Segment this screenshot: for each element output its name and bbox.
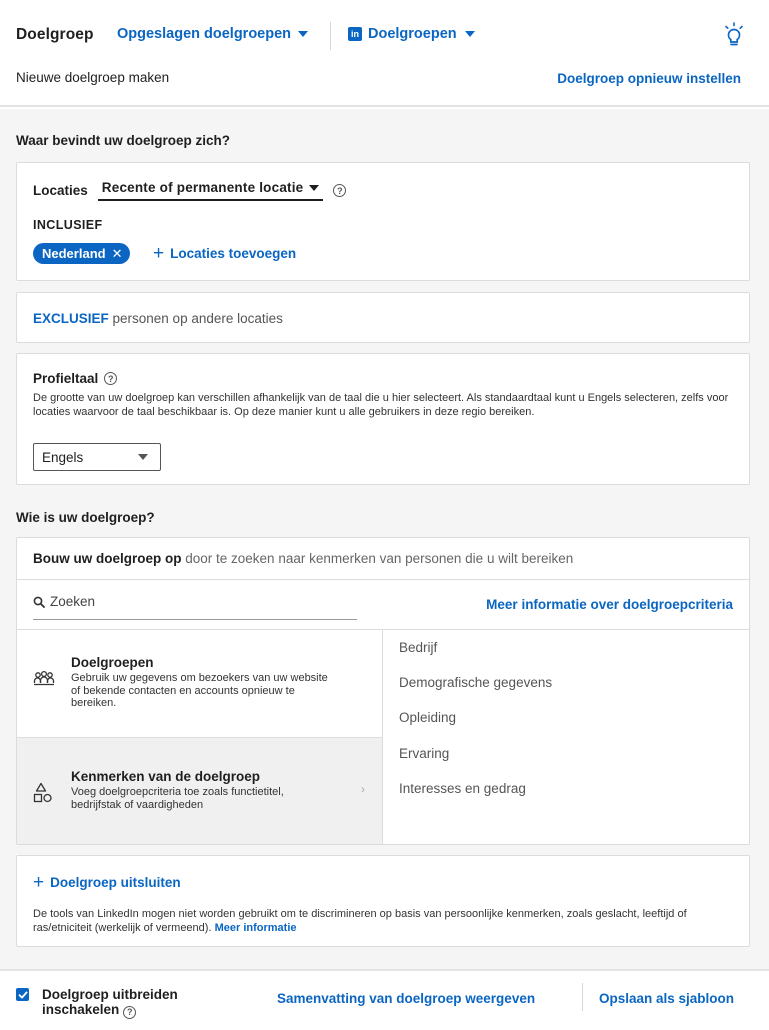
profile-language-description: De grootte van uw doelgroep kan verschillen afhankelijk van de taal die u hier selecteert. Als standaardtaal kunt u Engels selecteren, zelfs voor locaties waarvoor de taal beschikbaar is. Op deze manier kunt u alle gebruikers in deze regio bereiken.: [33, 392, 729, 418]
people-group-icon: [33, 670, 55, 688]
add-locations-button[interactable]: [153, 244, 296, 263]
page-title: Doelgroep: [16, 26, 94, 43]
profile-language-card: [16, 353, 750, 485]
help-icon[interactable]: ?: [123, 1006, 136, 1019]
chevron-down-icon: [309, 185, 319, 191]
linkedin-audiences-dropdown[interactable]: [348, 26, 475, 42]
chevron-right-icon: ›: [361, 782, 365, 796]
chevron-down-icon: [298, 31, 308, 37]
close-icon[interactable]: ✕: [111, 245, 123, 261]
reset-audience-link[interactable]: Doelgroep opnieuw instellen: [557, 71, 741, 86]
plus-icon: +: [33, 872, 45, 893]
saved-audiences-dropdown[interactable]: [117, 26, 308, 42]
chevron-down-icon: [465, 31, 475, 37]
excluded-keyword: EXCLUSIEF: [33, 311, 109, 326]
category-item[interactable]: Bedrijf: [399, 640, 438, 655]
criteria-options: [17, 630, 382, 844]
locations-card: [16, 162, 750, 281]
search-icon: [33, 596, 45, 608]
expand-audience-label: [42, 987, 178, 1019]
exclude-audience-button[interactable]: [33, 873, 181, 892]
plus-icon: +: [153, 243, 165, 264]
footer-divider: [582, 983, 583, 1011]
option-attributes-description: Voeg doelgroepcriteria toe zoals functietitel, bedrijfstak of vaardigheden: [71, 786, 284, 811]
category-item[interactable]: Opleiding: [399, 710, 457, 725]
exclude-audience-card: [16, 855, 750, 947]
save-template-button[interactable]: Opslaan als sjabloon: [599, 991, 735, 1006]
add-locations-label: Locaties toevoegen: [170, 246, 297, 261]
build-audience-rest: door te zoeken naar kenmerken van personen die u wilt bereiken: [181, 551, 574, 566]
column-divider: [382, 630, 383, 844]
linkedin-logo-icon: in: [348, 27, 362, 41]
exclude-locations-card: [16, 292, 750, 343]
expand-audience-line1: Doelgroep uitbreiden: [42, 987, 178, 1002]
linkedin-audiences-label: Doelgroepen: [368, 26, 457, 42]
location-type-dropdown[interactable]: [98, 180, 324, 201]
divider: [17, 579, 749, 580]
legal-text: De tools van LinkedIn mogen niet worden gebruikt om te discrimineren op basis van persoonlijke kenmerken, zoals geslacht, leeftijd of ras/etniciteit (werkelijk of vermeend).: [33, 908, 687, 934]
included-label: INCLUSIEF: [33, 218, 103, 232]
expand-audience-checkbox[interactable]: [16, 988, 29, 1001]
help-icon[interactable]: ?: [104, 372, 117, 385]
audience-footer: [0, 969, 769, 1030]
category-item[interactable]: Interesses en gedrag: [399, 781, 526, 796]
expand-audience-line2: inschakelen: [42, 1002, 120, 1017]
build-audience-bold: Bouw uw doelgroep op: [33, 551, 182, 566]
shapes-icon: [33, 782, 55, 804]
audience-criteria-card: [16, 537, 750, 845]
exclude-locations-text[interactable]: [33, 311, 283, 326]
option-audience-attributes[interactable]: [17, 737, 382, 844]
option-audiences[interactable]: [17, 630, 382, 736]
audience-form: [0, 109, 769, 969]
build-audience-text: [33, 551, 573, 566]
help-icon[interactable]: ?: [333, 184, 346, 197]
option-attributes-title: Kenmerken van de doelgroep: [71, 769, 261, 784]
category-item[interactable]: Ervaring: [399, 746, 450, 761]
header-divider: [330, 22, 331, 50]
checkmark-icon: [18, 990, 28, 1000]
search-input[interactable]: [33, 594, 357, 620]
search-placeholder: Zoeken: [50, 594, 96, 609]
option-audiences-description: Gebruik uw gegevens om bezoekers van uw website of bekende contacten en accounts opnieuw te bereiken.: [71, 672, 328, 709]
legal-notice: [33, 908, 743, 935]
lightbulb-icon[interactable]: [723, 22, 745, 48]
category-item[interactable]: Demografische gegevens: [399, 675, 553, 690]
location-pill-nederland[interactable]: [33, 243, 130, 264]
audience-header: [0, 0, 769, 107]
option-audiences-title: Doelgroepen: [71, 655, 154, 670]
saved-audiences-label: Opgeslagen doelgroepen: [117, 26, 292, 42]
who-section-title: Wie is uw doelgroep?: [16, 510, 155, 525]
profile-language-select[interactable]: [33, 443, 161, 471]
excluded-rest: personen op andere locaties: [108, 311, 283, 326]
profile-language-value: Engels: [42, 449, 84, 465]
profile-language-title: Profieltaal: [33, 371, 99, 386]
exclude-audience-label: Doelgroep uitsluiten: [50, 875, 181, 890]
more-info-link[interactable]: Meer informatie: [214, 921, 297, 934]
location-section-title: Waar bevindt uw doelgroep zich?: [16, 133, 231, 148]
new-audience-label: Nieuwe doelgroep maken: [16, 70, 170, 85]
chevron-down-icon: [138, 454, 148, 460]
view-summary-button[interactable]: Samenvatting van doelgroep weergeven: [277, 991, 536, 1006]
criteria-info-link[interactable]: Meer informatie over doelgroepcriteria: [486, 597, 733, 612]
locations-label: Locaties: [33, 183, 88, 198]
location-pill-label: Nederland: [42, 246, 106, 261]
location-type-value: Recente of permanente locatie: [101, 180, 304, 195]
